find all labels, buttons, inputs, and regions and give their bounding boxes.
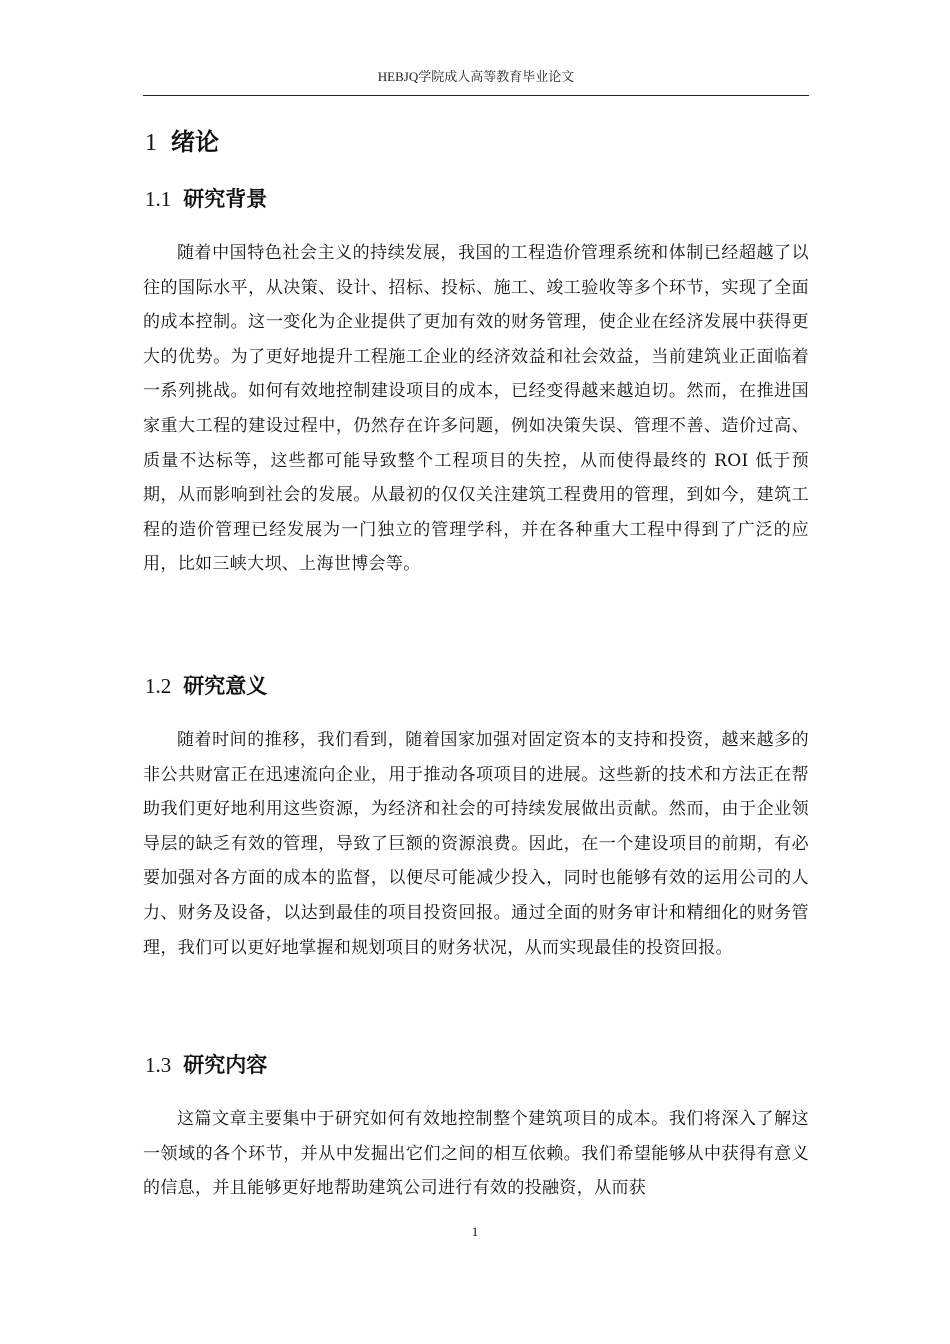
page-number: 1 [471,1224,479,1239]
running-header: HEBJQ学院成人高等教育毕业论文 [377,69,575,84]
section-paragraph-1-3: 这篇文章主要集中于研究如何有效地控制整个建筑项目的成本。我们将深入了解这一领域的各个环节，并从中发掘出它们之间的相互依赖。我们希望能够从中获得有意义的信息，并且能够更好地帮助建筑公司进行有效的投融资，从而获 [143,1109,809,1199]
section-number: 1.3 [145,1053,172,1077]
section-number: 1.2 [145,674,172,698]
section-paragraph-1-1: 随着中国特色社会主义的持续发展，我国的工程造价管理系统和体制已经超越了以往的国际水平，从决策、设计、招标、投标、施工、竣工验收等多个环节，实现了全面的成本控制。这一变化为企业提供了更加有效的财务管理，使企业在经济发展中获得更大的优势。为了更好地提升工程施工企业的经济效益和社会效益，当前建筑业正面临着一系列挑战。如何有效地控制建设项目的成本，已经变得越来越迫切。然而，在推进国家重大工程的建设过程中，仍然存在许多问题，例如决策失误、管理不善、造价过高、质量不达标等，这些都可能导致整个工程项目的失控，从而使得最终的 ROI 低于预期，从而影响到社会的发展。从最初的仅仅关注建筑工程费用的管理，到如今，建筑工程的造价管理已经发展为一门独立的管理学科，并在各种重大工程中得到了广泛的应用，比如三峡大坝、上海世博会等。 [143,243,809,575]
chapter-number: 1 [145,130,157,156]
section-heading-1-1 [145,183,267,213]
section-title: 研究背景 [183,186,268,211]
section-paragraph-1-2: 随着时间的推移，我们看到，随着国家加强对固定资本的支持和投资，越来越多的非公共财富正在迅速流向企业，用于推动各项项目的进展。这些新的技术和方法正在帮助我们更好地利用这些资源，为经济和社会的可持续发展做出贡献。然而，由于企业领导层的缺乏有效的管理，导致了巨额的资源浪费。因此，在一个建设项目的前期，有必要加强对各方面的成本的监督，以便尽可能减少投入，同时也能够有效的运用公司的人力、财务及设备，以达到最佳的项目投资回报。通过全面的财务审计和精细化的财务管理，我们可以更好地掌握和规划项目的财务状况，从而实现最佳的投资回报。 [143,730,809,958]
section-heading-1-2 [145,670,267,700]
chapter-title: 绪论 [171,127,219,156]
chapter-heading [145,122,219,157]
section-heading-1-3 [145,1049,267,1079]
section-title: 研究意义 [183,673,268,698]
section-title: 研究内容 [183,1052,268,1077]
section-number: 1.1 [145,187,172,211]
header-rule [143,95,809,96]
